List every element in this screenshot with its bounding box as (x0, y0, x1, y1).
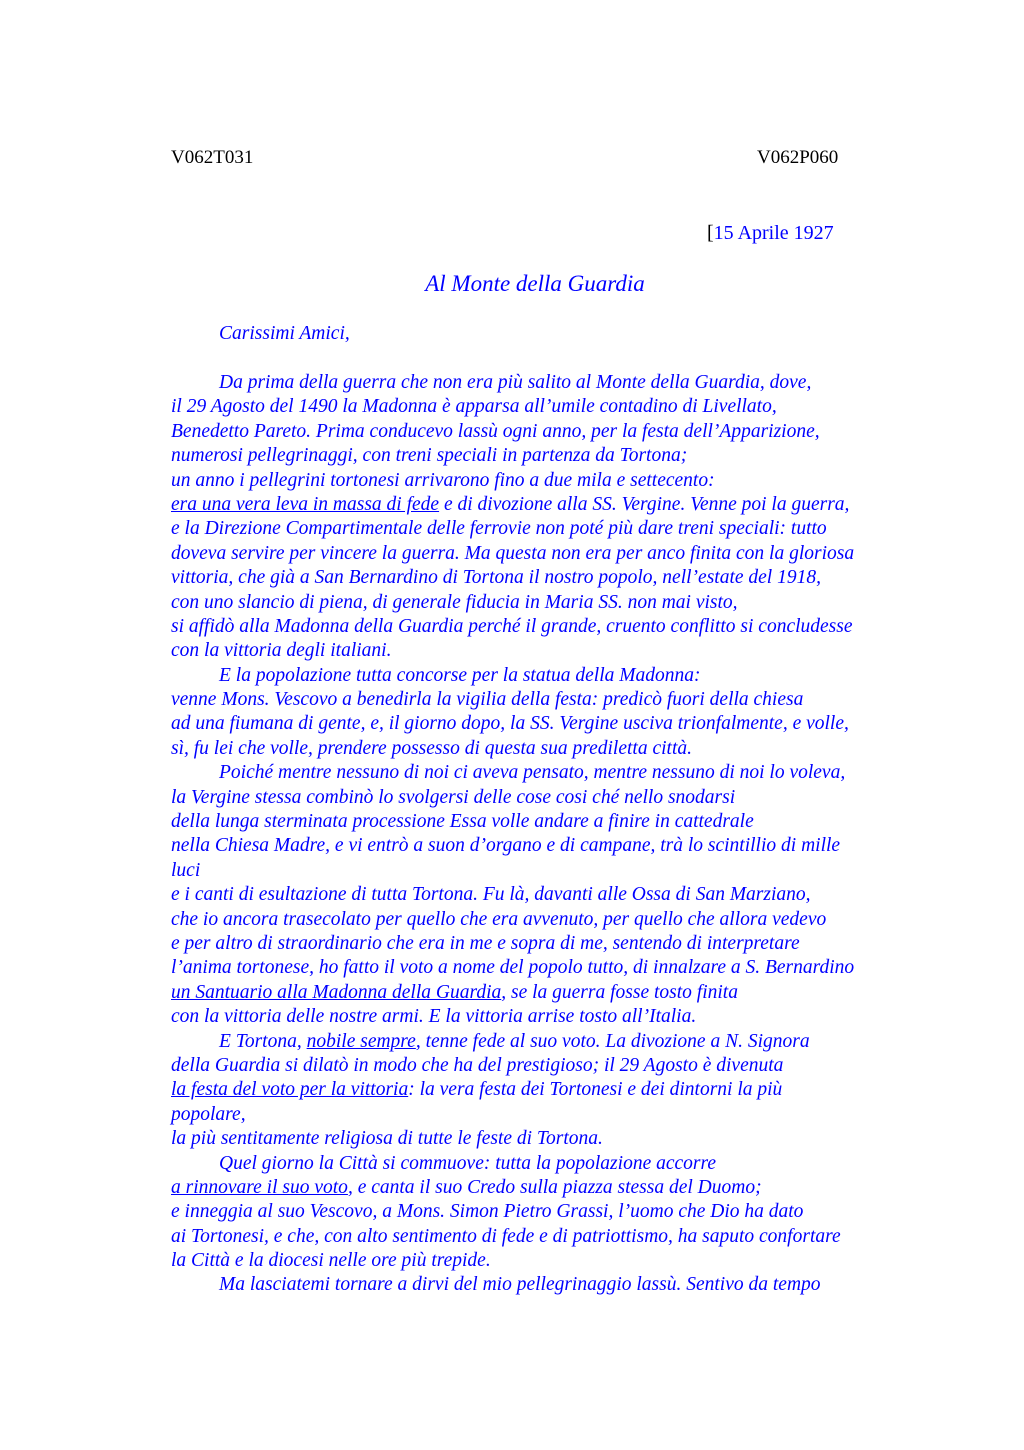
text-span: un anno i pellegrini tortonesi arrivarono fino a due mila e settecento: (171, 469, 715, 491)
text-span: la Città e la diocesi nelle ore più trepide. (171, 1250, 491, 1272)
text-span: , e canta il suo Credo sulla piazza stessa del Duomo; (347, 1176, 762, 1198)
underlined-text: la festa del voto per la vittoria (171, 1079, 409, 1101)
text-span: con la vittoria delle nostre armi. E la vittoria arrise tosto all’Italia. (171, 1006, 697, 1028)
body-line (171, 420, 931, 444)
text-span: e inneggia al suo Vescovo, a Mons. Simon Pietro Grassi, l’uomo che Dio ha dato (171, 1201, 804, 1223)
letter-body (171, 371, 931, 1298)
text-span: sì, fu lei che volle, prendere possesso di questa sua prediletta città. (171, 737, 692, 759)
body-line (171, 1030, 931, 1054)
body-line (171, 712, 931, 736)
body-line (171, 395, 931, 419)
body-line (171, 834, 931, 858)
body-line (171, 1103, 931, 1127)
text-span: ad una fiumana di gente, e, il giorno dopo, la SS. Vergine usciva trionfalmente, e volle, (171, 713, 849, 735)
text-span: , tenne fede al suo voto. La divozione a N. Signora (415, 1030, 810, 1052)
text-span: e la Direzione Compartimentale delle ferrovie non poté più dare treni speciali: tutto (171, 518, 827, 540)
text-span: , se la guerra fosse tosto finita (501, 981, 738, 1003)
text-span: : la vera festa dei Tortonesi e dei dintorni la più (408, 1079, 783, 1101)
body-line (171, 566, 931, 590)
text-span: il 29 Agosto del 1490 la Madonna è apparsa all’umile contadino di Livellato, (171, 396, 777, 418)
text-span: che io ancora trasecolato per quello che era avvenuto, per quello che allora vedevo (171, 908, 827, 930)
body-line (171, 1176, 931, 1200)
body-line (171, 932, 931, 956)
underlined-text: nobile sempre (306, 1030, 416, 1052)
body-line (171, 615, 931, 639)
body-line (171, 1127, 931, 1151)
body-line (171, 493, 931, 517)
body-line (171, 1273, 931, 1297)
body-line (171, 761, 931, 785)
body-line (171, 1054, 931, 1078)
text-span: Quel giorno la Città si commuove: tutta la popolazione accorre (219, 1152, 717, 1174)
underlined-text: era una vera leva in massa di fede (171, 493, 440, 515)
text-span: nella Chiesa Madre, e vi entrò a suon d’organo e di campane, trà lo scintillio di mille (171, 835, 841, 857)
document-code-right: V062P060 (757, 147, 839, 168)
text-span: venne Mons. Vescovo a benedirla la vigilia della festa: predicò fuori della chiesa (171, 689, 804, 711)
body-line (171, 1225, 931, 1249)
underlined-text: a rinnovare il suo voto (171, 1176, 348, 1198)
body-line (171, 542, 931, 566)
text-span: E Tortona, (219, 1030, 307, 1052)
text-span: la più sentitamente religiosa di tutte le feste di Tortona. (171, 1128, 603, 1150)
body-line (171, 444, 931, 468)
body-line (171, 883, 931, 907)
body-line (171, 1152, 931, 1176)
body-line (171, 981, 931, 1005)
text-span: Ma lasciatemi tornare a dirvi del mio pellegrinaggio lassù. Sentivo da tempo (219, 1274, 821, 1296)
body-line (171, 786, 931, 810)
text-span: si affidò alla Madonna della Guardia perché il grande, cruento conflitto si concludesse (171, 615, 853, 637)
document-code-left: V062T031 (171, 147, 254, 168)
text-span: vittoria, che già a San Bernardino di Tortona il nostro popolo, nell’estate del 1918, (171, 567, 821, 589)
body-line (171, 517, 931, 541)
text-span: Poiché mentre nessuno di noi ci aveva pensato, mentre nessuno di noi lo voleva, (219, 762, 846, 784)
text-span: della Guardia si dilatò in modo che ha del prestigioso; il 29 Agosto è divenuta (171, 1054, 784, 1076)
text-span: con la vittoria degli italiani. (171, 640, 392, 662)
body-line (171, 1078, 931, 1102)
text-span: e i canti di esultazione di tutta Tortona. Fu là, davanti alle Ossa di San Marziano, (171, 884, 811, 906)
body-line (171, 1200, 931, 1224)
text-span: e di divozione alla SS. Vergine. Venne poi la guerra, (439, 493, 850, 515)
text-span: Da prima della guerra che non era più salito al Monte della Guardia, dove, (219, 372, 812, 393)
text-span: della lunga sterminata processione Essa volle andare a finire in cattedrale (171, 811, 754, 833)
body-line (171, 371, 931, 395)
text-span: ai Tortonesi, e che, con alto sentimento di fede e di patriottismo, ha saputo confortare (171, 1225, 841, 1247)
body-line (171, 639, 931, 663)
text-span: Benedetto Pareto. Prima conducevo lassù ogni anno, per la festa dell’Apparizione, (171, 420, 820, 442)
document-date (707, 221, 834, 245)
body-line (171, 469, 931, 493)
body-line (171, 664, 931, 688)
text-span: luci (171, 859, 201, 881)
text-span: doveva servire per vincere la guerra. Ma questa non era per anco finita con la gloriosa (171, 542, 855, 564)
text-span: con uno slancio di piena, di generale fiducia in Maria SS. non mai visto, (171, 591, 738, 613)
date-text: 15 Aprile 1927 (713, 222, 834, 244)
body-line (171, 737, 931, 761)
text-span: E la popolazione tutta concorse per la statua della Madonna: (219, 664, 701, 686)
document-title: Al Monte della Guardia (425, 271, 645, 296)
date-bracket: [ (707, 222, 714, 244)
body-line (171, 908, 931, 932)
text-span: e per altro di straordinario che era in me e sopra di me, sentendo di interpretare (171, 932, 800, 954)
underlined-text: un Santuario alla Madonna della Guardia (171, 981, 502, 1003)
text-span: l’anima tortonese, ho fatto il voto a nome del popolo tutto, di innalzare a S. Bernardino (171, 957, 855, 979)
letter-greeting: Carissimi Amici, (219, 323, 350, 344)
body-line (171, 859, 931, 883)
body-line (171, 688, 931, 712)
body-line (171, 810, 931, 834)
text-span: numerosi pellegrinaggi, con treni speciali in partenza da Tortona; (171, 445, 688, 467)
body-line (171, 956, 931, 980)
body-line (171, 1249, 931, 1273)
text-span: la Vergine stessa combinò lo svolgersi delle cose cosi ché nello snodarsi (171, 786, 736, 808)
body-line (171, 591, 931, 615)
text-span: popolare, (171, 1103, 246, 1125)
body-line (171, 1005, 931, 1029)
